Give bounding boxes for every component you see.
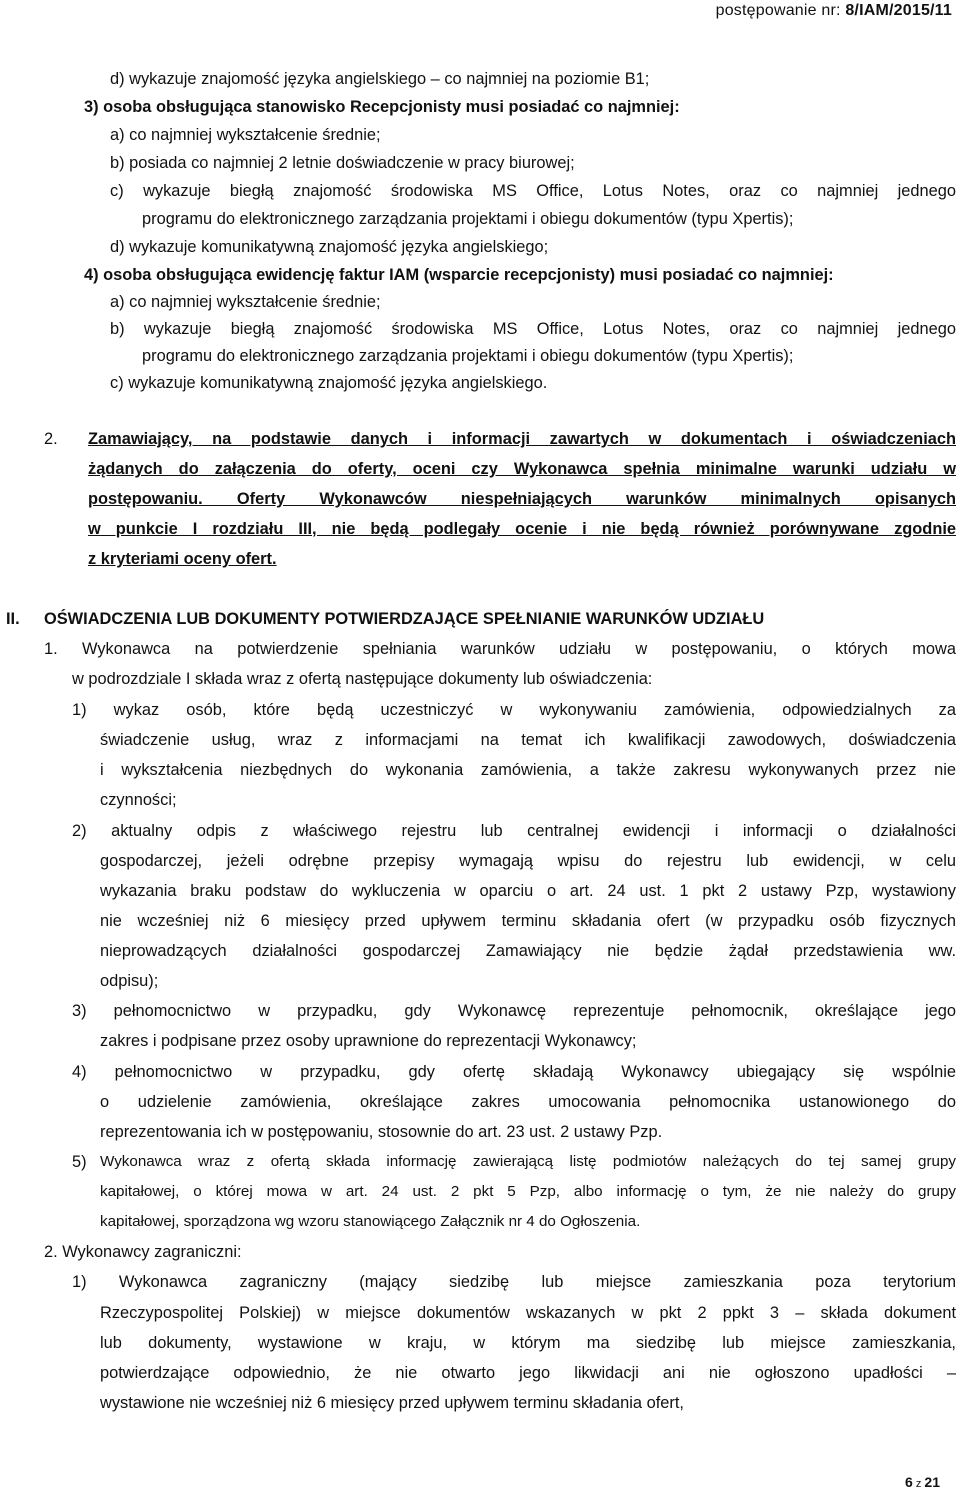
text-line: reprezentowania ich w postępowaniu, stosownie do art. 23 ust. 2 ustawy Pzp.	[100, 1123, 663, 1141]
text-line: Rzeczypospolitej Polskiej) w miejsce dokumentów wskazanych w pkt 2 ppkt 3 – składa dokument	[100, 1304, 956, 1322]
text-line: żądanych do załączenia do oferty, oceni czy Wykonawca spełnia minimalne warunki udziału w	[88, 460, 956, 478]
text-line: d) wykazuje komunikatywną znajomość języka angielskiego;	[110, 238, 549, 256]
procedure-number: 8/IAM/2015/11	[845, 2, 952, 19]
text-line: wykazania braku podstaw do wykluczenia w oparciu o art. 24 ust. 1 pkt 2 ustawy Pzp, wystawiony	[100, 882, 956, 900]
page-separator: z	[912, 1478, 925, 1490]
text-line: potwierdzające odpowiednio, że nie otwarto jego likwidacji ani nie ogłoszono upadłości –	[100, 1364, 956, 1382]
text-line: o udzielenie zamówienia, określające zakres umocowania pełnomocnika ustanowionego do	[100, 1093, 956, 1111]
text-line: d) wykazuje znajomość języka angielskiego – co najmniej na poziomie B1;	[110, 70, 650, 88]
total-pages: 21	[924, 1474, 940, 1490]
text-line: b) wykazuje biegłą znajomość środowiska MS Office, Lotus Notes, oraz co najmniej jednego	[110, 320, 956, 338]
text-line: c) wykazuje biegłą znajomość środowiska MS Office, Lotus Notes, oraz co najmniej jednego	[110, 182, 956, 200]
text-line: 1) wykaz osób, które będą uczestniczyć w wykonywaniu zamówienia, odpowiedzialnych za	[72, 701, 956, 719]
text-line: Wykonawca wraz z ofertą składa informację zawierającą listę podmiotów należących do tej samej grupy	[100, 1153, 956, 1170]
text-line: 2) aktualny odpis z właściwego rejestru lub centralnej ewidencji i informacji o działalności	[72, 822, 956, 840]
text-line: OŚWIADCZENIA LUB DOKUMENTY POTWIERDZAJĄCE SPEŁNIANIE WARUNKÓW UDZIAŁU	[44, 610, 765, 628]
text-line: 2. Wykonawcy zagraniczni:	[44, 1243, 242, 1261]
text-line: a) co najmniej wykształcenie średnie;	[110, 293, 381, 311]
text-line: postępowaniu. Oferty Wykonawców niespełniających warunków minimalnych opisanych	[88, 490, 956, 508]
text-line: nieprowadzących działalności gospodarczej Zamawiający nie będzie żądał przedstawienia ww.	[100, 942, 956, 960]
text-line: z kryteriami oceny ofert.	[88, 550, 277, 568]
text-line: 2.	[44, 430, 58, 448]
text-line: kapitałowej, o której mowa w art. 24 ust. 2 pkt 5 Pzp, albo informację o tym, że nie należy do grupy	[100, 1183, 956, 1200]
text-line: 3) osoba obsługująca stanowisko Recepcjonisty musi posiadać co najmniej:	[84, 98, 680, 116]
page-number	[905, 1474, 940, 1490]
text-line: i wykształcenia niezbędnych do wykonania zamówienia, a także zakresu wykonywanych przez nie	[100, 761, 956, 779]
text-line: wystawione nie wcześniej niż 6 miesięcy przed upływem terminu składania ofert,	[100, 1394, 684, 1412]
text-line: 1. Wykonawca na potwierdzenie spełniania warunków udziału w postępowaniu, o których mowa	[44, 640, 956, 658]
text-line: II.	[6, 610, 20, 628]
text-line: 4) osoba obsługująca ewidencję faktur IAM (wsparcie recepcjonisty) musi posiadać co najmniej:	[84, 266, 834, 284]
text-line: programu do elektronicznego zarządzania projektami i obiegu dokumentów (typu Xpertis);	[142, 347, 794, 365]
page-header	[716, 2, 952, 20]
text-line: 3) pełnomocnictwo w przypadku, gdy Wykonawcę reprezentuje pełnomocnik, określające jego	[72, 1002, 956, 1020]
text-line: zakres i podpisane przez osoby uprawnione do reprezentacji Wykonawcy;	[100, 1032, 637, 1050]
text-line: czynności;	[100, 791, 177, 809]
header-prefix: postępowanie nr:	[715, 2, 846, 19]
text-line: kapitałowej, sporządzona wg wzoru stanowiącego Załącznik nr 4 do Ogłoszenia.	[100, 1213, 641, 1230]
text-line: c) wykazuje komunikatywną znajomość języka angielskiego.	[110, 374, 548, 392]
text-line: odpisu);	[100, 972, 159, 990]
text-line: 5)	[72, 1153, 87, 1171]
text-line: w punkcie I rozdziału III, nie będą podlegały ocenie i nie będą również porównywane zgodnie	[88, 520, 956, 538]
text-line: 1) Wykonawca zagraniczny (mający siedzibę lub miejsce zamieszkania poza terytorium	[72, 1273, 956, 1291]
text-line: gospodarczej, jeżeli odrębne przepisy wymagają wpisu do rejestru lub ewidencji, w celu	[100, 852, 956, 870]
text-line: lub dokumenty, wystawione w kraju, w którym ma siedzibę lub miejsce zamieszkania,	[100, 1334, 956, 1352]
text-line: nie wcześniej niż 6 miesięcy przed upływem terminu składania ofert (w przypadku osób fizycznych	[100, 912, 956, 930]
text-line: b) posiada co najmniej 2 letnie doświadczenie w pracy biurowej;	[110, 154, 575, 172]
text-line: programu do elektronicznego zarządzania projektami i obiegu dokumentów (typu Xpertis);	[142, 210, 794, 228]
text-line: 4) pełnomocnictwo w przypadku, gdy ofertę składają Wykonawcy ubiegający się wspólnie	[72, 1063, 956, 1081]
current-page: 6	[905, 1474, 913, 1490]
text-line: świadczenie usług, wraz z informacjami na temat ich kwalifikacji zawodowych, doświadczenia	[100, 731, 956, 749]
text-line: a) co najmniej wykształcenie średnie;	[110, 126, 381, 144]
text-line: w podrozdziale I składa wraz z ofertą następujące dokumenty lub oświadczenia:	[72, 670, 653, 688]
text-line: Zamawiający, na podstawie danych i informacji zawartych w dokumentach i oświadczeniach	[88, 430, 956, 448]
